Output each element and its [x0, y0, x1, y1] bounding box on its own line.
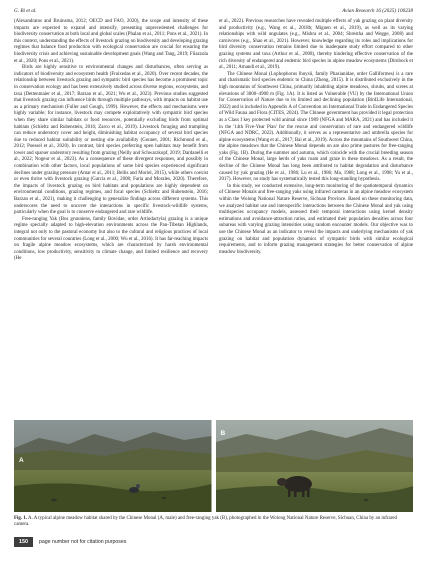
paragraph: Free-ranging Yak (Bos grunniens, family Bovidae, order Artiodactyla) grazing is a unique regime specially adapted to high-elevation environments across the Pan-Tibetan Highlands, integral not only to the pastoral economy but also to the cultural and religious practices of local communities for several countries (Long et al., 2000; Wu et al., 2016). It has far-reaching impacts on fragile alpine meadow ecosystems, which are characterized by harsh environmental conditions, low productivity, sensitivity to climate change, and limited resilience and recovery (He — [14, 216, 208, 262]
figure-caption — [14, 516, 413, 529]
figure-panel-label-a: A — [19, 457, 24, 464]
paragraph: Birds are highly sensitive to environmental changes and disturbances, often serving as indicators of biodiversity and ecosystem health (Fraixedas et al., 2020). Over recent decades, the relationship between livestock grazing and sympatric bird species has become a prominent topic in conservation ecology and has been extensively studied across diverse regions, ecosystems, and taxa (Dettenmaier et al., 2017; Barzan et al., 2021; Wu et al., 2023). Previous studies suggested that livestock grazing can influence birds through multiple pathways, with impacts on habitat use as a primary mechanism (Fuller and Gough, 1999). However, the effects and mechanisms were highly variable; for instance, livestock may compete exploitatively with sympatric bird species when they share similar habitats or food resources, potentially excluding birds from optimal habitats (Schieltz and Rubenstein, 2016; Zarco et al., 2019). Livestock foraging and trampling can reduce understory cover and height, diminishing habitat occupancy of several bird species due to reduced habitat suitability or nesting site availability (Gonnet, 2001; Richmond et al., 2012; Poessel et al., 2020). In contrast, bird species preferring open habitats may benefit from lower and sparser understory resulting from grazing (Neilly and Schwarzkopf, 2019; Dardanelli et al., 2022; Nogeur et al., 2023). As a consequence of these divergent responses, and possibly in combination with other factors, local populations of some bird species experienced significant declines under grazing pressure (Amar et al., 2011; Bellis and Moriel, 2015), while others coexist or even thrive with livestock grazing (Garcia et al., 2008; Faria and Morales, 2020). Therefore, the impacts of livestock grazing on bird habitats and populations are highly dependent on environmental conditions, grazing regimes, and focal species (Schieltz and Rubenstein, 2016; Barzan et al., 2021), making it challenging to generalize findings across different systems. This underscores the need to uncover the interactions in specific livestock-wildlife systems, particularly when the goal is to conserve endangered and rare wildlife. — [14, 65, 209, 216]
paragraph: In this study, we conducted extensive, long-term monitoring of the spatiotemporal dynamics of Chinese Monals and free-ranging yaks using infrared cameras in an alpine meadow ecosystem within the Wolong National Nature Reserve, Sichuan Province. Based on these monitoring data, we analyzed habitat use and interspecific interactions between the Chinese Monal and yak using multispecies occupancy models, assessed their temporal interactions using kernel density estimations and avoidance-attraction ratios, and estimated their population densities across four subareas with varying grazing intensities using random encounter models. Our objective was to use the Chinese Monal as an indicator to reveal the impacts and underlying mechanisms of yak grazing on habitat and population dynamics of sympatric birds with similar ecological requirements, and to inform grazing management strategies for better conservation of alpine meadow biodiversity. — [219, 183, 413, 255]
column-left — [14, 19, 208, 263]
photo-yak — [216, 420, 414, 512]
figure-panel-label-b: B — [220, 430, 226, 437]
caption-label: Fig. 1. — [14, 516, 28, 521]
meadow-photo-b — [216, 420, 414, 512]
header-journal: Avian Research 16 (2025) 100238 — [342, 8, 413, 14]
photo-chinese-monal — [14, 420, 212, 512]
paragraph: The Chinese Monal (Lophophorus lhuysii, family Phasianidae, order Galliformes) is a rare and charismatic bird species endemic to China (Zheng, 2015). It is distributed exclusively in the high mountains of Southwest China, primarily inhabiting alpine meadows, shrubs, and screes at elevations of 3000–4900 m (Fig. 1A). It is listed as Vulnerable (VU) by the International Union for Conservation of Nature due to its limited and declining population (BirdLife International, 2022) and is included in Appendix A of Convention on International Trade in Endangered Species of Wild Fauna and Flora (CITES, 2024). The Chinese government has provided it legal protection as a Class I key protected wild animal since 1989 (NFGA and MARA, 2021) and has included it in the '14th Five-Year Plan' for the rescue and conservation of rare and endangered wildlife (NFGA and NDRC, 2022). Additionally, it serves as a representative and umbrella species for alpine ecosystems (Wang et al., 2017; Bai et al., 2019). Across the mountains of Southwest China, the alpine meadows that the Chinese Monal depends on are also prime pastures for free-ranging yaks (Fig. 1B). During the summer and autumn, which coincide with the crucial breeding season of the Chinese Monal, large herds of yaks roam and graze in these meadows. As a result, the decline of the Chinese Monal has long been attributed to habitat degradation and disturbance caused by yak grazing (He et al., 1986; Lu et al., 1986; Ma, 1988; Long et al., 1998; Yu et al., 2017). However, no study has systematically tested this long-standing hypothesis. — [219, 71, 413, 183]
column-right — [219, 19, 413, 263]
page-number: 150 — [14, 537, 33, 547]
caption-text: A. A typical alpine meadow habitat shared by the Chinese Monal (A, male) and free-ranging yak (B), photographed in the Wolong National Nature Reserve, Sichuan, China by an infrared camera. — [14, 516, 398, 528]
footer-note: page number not for citation purposes — [39, 539, 127, 545]
paragraph: et al., 2022). Previous researches have revealed multiple effects of yak grazing on plant diversity and productivity (e.g., Wang et al., 2018b; Miguen et al., 2019), as well as its varying relationships with wild ungulates (e.g., Mishra et al., 2004; Shrestha and Wegge, 2008) and carnivores (e.g., Shao et al., 2021). However, knowledge regarding its roles and implications for bird diversity conservation remains limited due to inadequate study effort compared to other grazing systems and taxa (Arthur et al., 2008), thereby hindering effective conservation of the rich diversity of endangered and endemic bird species in alpine meadow ecosystems (Dirnbock et al., 2011; Amandi et al., 2019). — [219, 19, 413, 71]
figure-1 — [14, 420, 413, 512]
body-columns — [14, 19, 413, 263]
meadow-photo-a — [14, 420, 212, 512]
running-header — [14, 6, 413, 16]
header-authors: G. Bi et al. — [14, 8, 37, 14]
paragraph: (Alexandratos and Bruinsma, 2012; OECD and FAO, 2020), the scope and intensity of these impacts are expected to expand and intensify, presenting unprecedented challenges for biodiversity conservation at both local and global scales (Phalan et al., 2011; Pons et al., 2021). In this context, understanding the effects of livestock grazing on biodiversity and developing grazing regimes that balance food production with ecological conservation are crucial for ensuring the biodiversity crisis and achieving sustainable development goals (Wang and Tang, 2019; Filazzola et al., 2020; Pons et al., 2021). — [14, 19, 208, 64]
page-footer — [14, 537, 126, 547]
